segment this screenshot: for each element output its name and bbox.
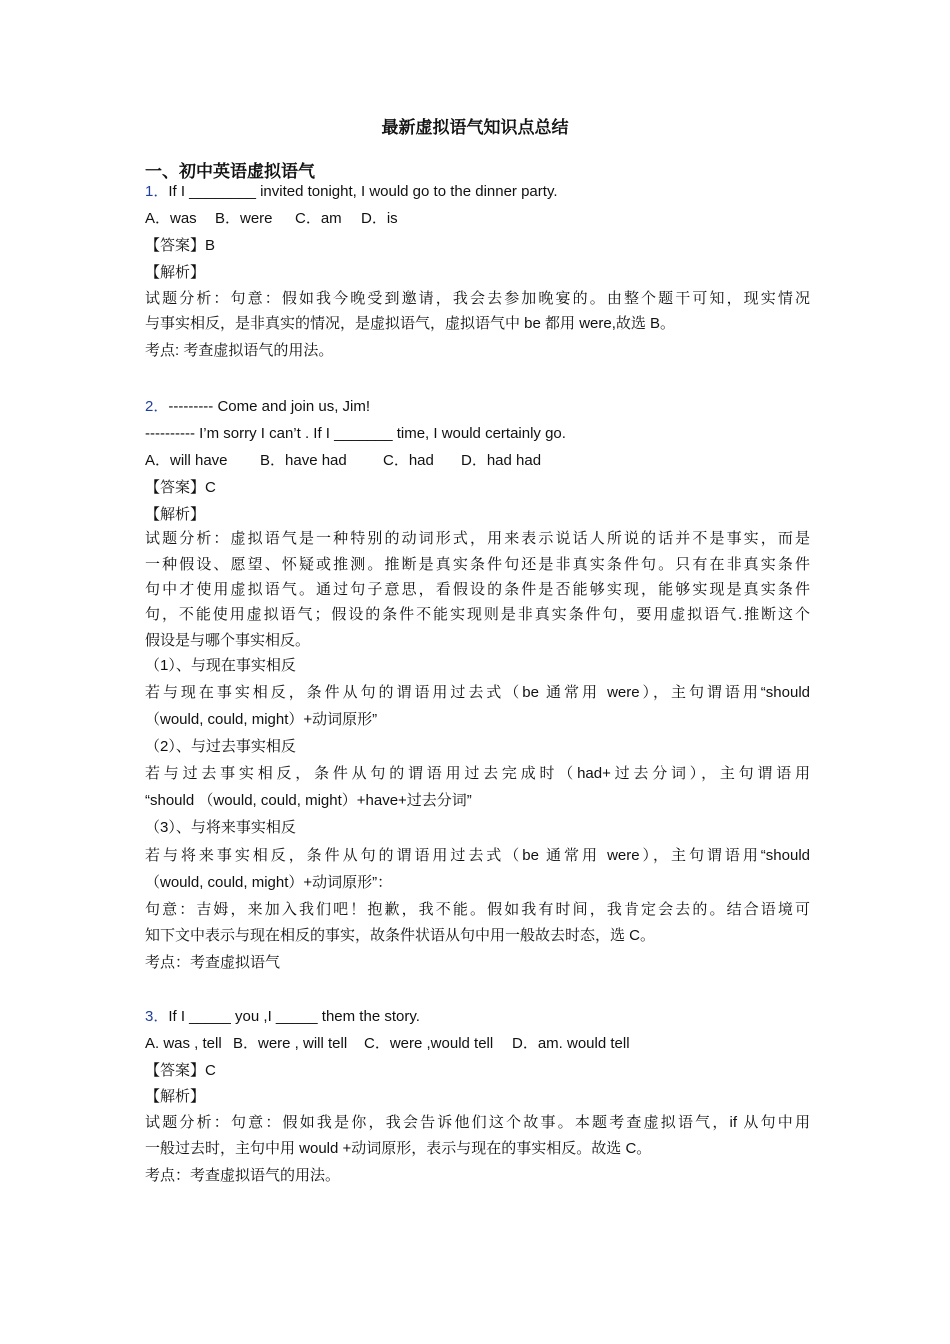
option-c: C．had (383, 452, 434, 469)
option-d: D．is (361, 210, 398, 227)
question-1-stem: 1．If I ________ invited tonight, I would go to the dinner party. (145, 183, 558, 200)
analysis-line: （3）、与将来事实相反 (145, 819, 296, 836)
option-b: B．were , will tell (233, 1035, 348, 1052)
option-c: C．am (295, 210, 342, 227)
analysis-line: 句中才使用虚拟语气。通过句子意思，看假设的条件是否能够实现，能够实现是真实条件 (145, 581, 810, 598)
question-1-answer: 【答案】B (145, 237, 216, 254)
option-a: A．was (145, 210, 197, 227)
analysis-line: 若与将来事实相反，条件从句的谓语用过去式（be 通常用 were），主句谓语用“should (145, 847, 810, 864)
analysis-line: 句意：吉姆，来加入我们吧！抱歉，我不能。假如我有时间，我肯定会去的。结合语境可 (145, 901, 810, 918)
question-number: 3． (145, 1008, 169, 1025)
question-3-analysis-label: 【解析】 (145, 1088, 206, 1105)
analysis-line: （would, could, might）+动词原形”： (145, 874, 393, 891)
analysis-line: 试题分析：句意：假如我今晚受到邀请，我会去参加晚宴的。由整个题干可知，现实情况 (145, 290, 810, 307)
option-b: B．were (215, 210, 273, 227)
analysis-line: 试题分析：句意：假如我是你，我会告诉他们这个故事。本题考查虚拟语气，if 从句中用 (145, 1114, 810, 1131)
analysis-line: 一种假设、愿望、怀疑或推测。推断是真实条件句还是非真实条件句。只有在非真实条件 (145, 556, 810, 573)
analysis-line: 知下文中表示与现在相反的事实，故条件状语从句中用一般故去时态，选 C。 (145, 927, 656, 944)
analysis-line: “should （would, could, might）+have+过去分词” (145, 792, 472, 809)
analysis-line: 试题分析：虚拟语气是一种特别的动词形式，用来表示说话人所说的话并不是事实，而是 (145, 530, 810, 547)
analysis-line: 若与现在事实相反，条件从句的谓语用过去式（be 通常用 were），主句谓语用“should (145, 684, 810, 701)
option-c: C．were ,would tell (364, 1035, 494, 1052)
question-1-point: 考点: 考查虚拟语气的用法。 (145, 342, 334, 359)
option-d: D．am. would tell (512, 1035, 630, 1052)
option-b: B．have had (260, 452, 347, 469)
question-3-answer: 【答案】C (145, 1062, 216, 1079)
question-2-analysis-label: 【解析】 (145, 506, 206, 523)
option-d: D．had had (461, 452, 542, 469)
section-heading: 一、初中英语虚拟语气 (145, 162, 315, 181)
analysis-line: （2）、与过去事实相反 (145, 738, 296, 755)
analysis-line: （1）、与现在事实相反 (145, 657, 296, 674)
question-1-analysis-label: 【解析】 (145, 264, 206, 281)
document-title: 最新虚拟语气知识点总结 (381, 118, 569, 137)
question-2-point: 考点：考查虚拟语气 (145, 954, 281, 971)
question-1-options (145, 209, 810, 229)
question-number: 1． (145, 183, 169, 200)
analysis-line: 一般过去时，主句中用 would +动词原形，表示与现在的事实相反。故选 C。 (145, 1140, 652, 1157)
question-3-options (145, 1034, 810, 1054)
option-a: A. was , tell (145, 1035, 222, 1052)
analysis-line: 句，不能使用虚拟语气；假设的条件不能实现则是非真实条件句，要用虚拟语气.推断这个 (145, 606, 810, 623)
question-number: 2． (145, 398, 169, 415)
analysis-line: （would, could, might）+动词原形” (145, 711, 378, 728)
question-2-stem-line-2: ---------- I’m sorry I can’t . If I _______ time, I would certainly go. (145, 425, 566, 442)
analysis-line: 假设是与哪个事实相反。 (145, 632, 311, 649)
question-2-options (145, 451, 810, 471)
analysis-line: 与事实相反，是非真实的情况，是虚拟语气，虚拟语气中 be 都用 were,故选 B。 (145, 315, 676, 332)
analysis-line: 若与过去事实相反，条件从句的谓语用过去完成时（had+过去分词），主句谓语用 (145, 765, 810, 782)
question-2-stem: 2．--------- Come and join us, Jim! (145, 398, 371, 415)
option-a: A．will have (145, 452, 228, 469)
question-3-point: 考点：考查虚拟语气的用法。 (145, 1167, 341, 1184)
question-2-answer: 【答案】C (145, 479, 216, 496)
question-3-stem: 3．If I _____ you ,I _____ them the story. (145, 1008, 420, 1025)
